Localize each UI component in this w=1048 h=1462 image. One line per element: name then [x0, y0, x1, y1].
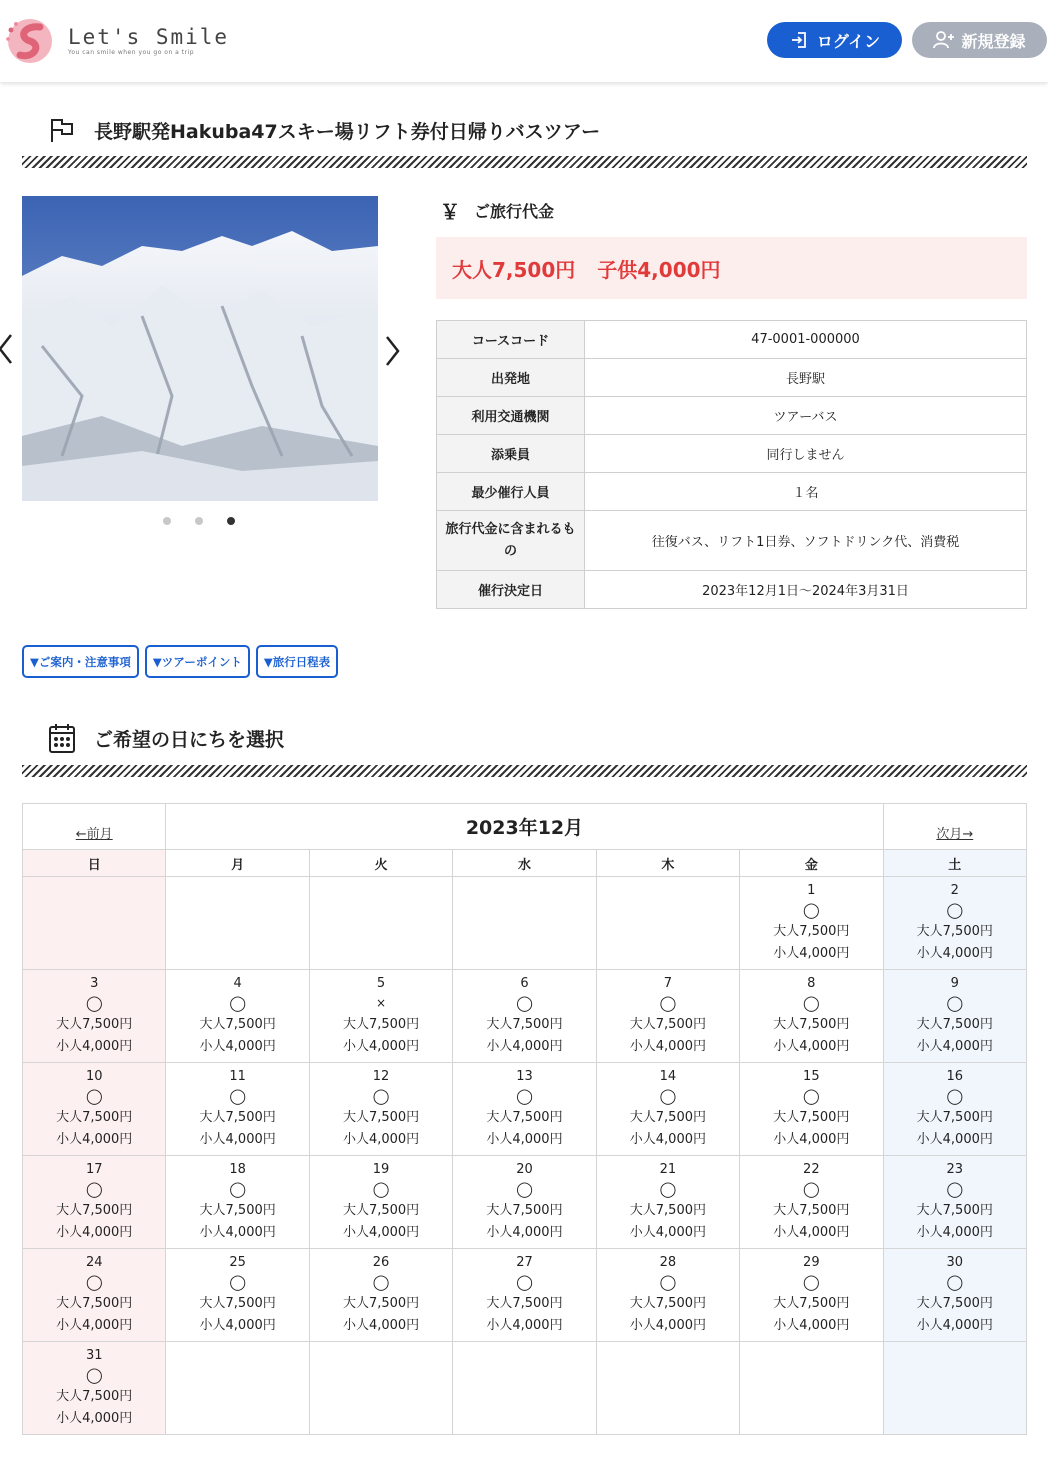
available-mark: ◯ — [516, 1087, 533, 1105]
available-mark: ◯ — [229, 1180, 247, 1198]
day-child-price: 小人4,000円 — [486, 1225, 563, 1240]
calendar-day[interactable] — [883, 1249, 1026, 1342]
calendar-day[interactable] — [23, 1063, 166, 1156]
calendar-day[interactable] — [166, 970, 309, 1063]
carousel-prev-arrow-icon[interactable] — [0, 332, 14, 374]
day-child-price: 小人4,000円 — [56, 1318, 133, 1333]
available-mark: ◯ — [802, 1180, 820, 1198]
day-child-price: 小人4,000円 — [486, 1132, 563, 1147]
day-child-price: 小人4,000円 — [342, 1318, 420, 1333]
calendar-day[interactable] — [883, 1156, 1026, 1249]
unavailable-mark: × — [376, 996, 387, 1010]
day-number: 12 — [372, 1069, 390, 1084]
info-row — [437, 435, 1027, 473]
day-adult-price: 大人7,500円 — [629, 1017, 706, 1032]
day-number: 9 — [950, 976, 959, 991]
title-divider — [22, 156, 1027, 168]
day-adult-price: 大人7,500円 — [56, 1296, 133, 1311]
next-month-link[interactable]: 次月→ — [936, 827, 974, 842]
day-adult-price: 大人7,500円 — [773, 1203, 850, 1218]
day-adult-price: 大人7,500円 — [56, 1017, 133, 1032]
day-child-price: 小人4,000円 — [56, 1132, 133, 1147]
day-child-price: 小人4,000円 — [199, 1318, 276, 1333]
weekday-header: 日 — [23, 850, 166, 877]
calendar-empty-cell — [23, 877, 166, 970]
available-mark: ◯ — [85, 1273, 103, 1291]
available-mark: ◯ — [659, 1273, 677, 1291]
info-row — [437, 359, 1027, 397]
day-adult-price: 大人7,500円 — [199, 1017, 276, 1032]
available-mark: ◯ — [85, 1087, 103, 1105]
available-mark: ◯ — [372, 1087, 390, 1105]
day-child-price: 小人4,000円 — [916, 1225, 993, 1240]
price-heading-row — [440, 196, 554, 225]
calendar-day[interactable] — [23, 970, 166, 1063]
calendar-day[interactable] — [23, 1342, 166, 1435]
calendar-empty-cell — [453, 1342, 596, 1435]
tour-info-table — [436, 320, 1027, 609]
calendar-empty-cell — [166, 1342, 309, 1435]
day-number: 1 — [807, 883, 816, 898]
calendar-day[interactable] — [166, 1063, 309, 1156]
day-number: 29 — [803, 1255, 820, 1270]
month-title-cell — [166, 804, 883, 850]
flag-icon — [48, 116, 76, 144]
info-key: コースコード — [437, 321, 585, 359]
day-adult-price: 大人7,500円 — [342, 1017, 420, 1032]
day-number: 18 — [229, 1162, 246, 1177]
available-mark: ◯ — [946, 1273, 964, 1291]
info-row — [437, 473, 1027, 511]
calendar-day[interactable] — [740, 1063, 883, 1156]
day-adult-price: 大人7,500円 — [56, 1389, 133, 1404]
day-adult-price: 大人7,500円 — [629, 1296, 706, 1311]
calendar-day[interactable] — [309, 1063, 452, 1156]
day-adult-price: 大人7,500円 — [199, 1203, 276, 1218]
day-child-price: 小人4,000円 — [199, 1132, 276, 1147]
calendar-empty-cell — [166, 877, 309, 970]
calendar-empty-cell — [453, 877, 596, 970]
calendar-day[interactable] — [740, 970, 883, 1063]
login-label: ログイン — [816, 31, 881, 51]
calendar-day[interactable] — [596, 970, 739, 1063]
logo-name: Let's Smile — [68, 24, 230, 49]
info-key: 利用交通機関 — [437, 397, 585, 435]
available-mark: ◯ — [85, 994, 103, 1012]
available-mark: ◯ — [85, 1180, 103, 1198]
register-button[interactable] — [912, 22, 1047, 58]
weekday-header: 土 — [883, 850, 1026, 877]
available-mark: ◯ — [659, 1180, 677, 1198]
available-mark: ◯ — [946, 994, 964, 1012]
page-title: 長野駅発Hakuba47スキー場リフト券付日帰りバスツアー — [94, 120, 601, 143]
info-value: ツアーバス — [585, 397, 1027, 435]
available-mark: ◯ — [802, 1273, 820, 1291]
carousel-dot[interactable] — [163, 517, 171, 525]
day-adult-price: 大人7,500円 — [199, 1296, 276, 1311]
calendar-section-title: ご希望の日にちを選択 — [94, 728, 285, 751]
calendar-title-row — [48, 722, 284, 754]
weekday-header: 月 — [166, 850, 309, 877]
login-button[interactable] — [767, 22, 902, 58]
info-key: 出発地 — [437, 359, 585, 397]
day-child-price: 小人4,000円 — [773, 946, 850, 961]
info-value: 47-0001-000000 — [585, 321, 1027, 359]
day-number: 23 — [946, 1162, 964, 1177]
day-adult-price: 大人7,500円 — [486, 1296, 563, 1311]
day-number: 30 — [946, 1255, 964, 1270]
available-mark: ◯ — [946, 901, 964, 919]
calendar-day[interactable] — [740, 1249, 883, 1342]
calendar-day[interactable] — [740, 877, 883, 970]
day-number: 10 — [85, 1069, 103, 1084]
calendar-day[interactable] — [166, 1249, 309, 1342]
available-mark: ◯ — [372, 1273, 390, 1291]
section-tab[interactable]: ▼ご案内・注意事項 — [22, 645, 139, 678]
available-mark: ◯ — [946, 1087, 964, 1105]
day-child-price: 小人4,000円 — [629, 1039, 706, 1054]
day-number: 11 — [229, 1069, 246, 1084]
day-child-price: 小人4,000円 — [629, 1132, 706, 1147]
add-user-icon — [933, 30, 955, 50]
site-logo[interactable] — [4, 14, 229, 66]
day-number: 2 — [950, 883, 959, 898]
day-adult-price: 大人7,500円 — [486, 1017, 563, 1032]
day-adult-price: 大人7,500円 — [916, 1110, 993, 1125]
day-child-price: 小人4,000円 — [56, 1039, 133, 1054]
calendar-empty-cell — [596, 877, 739, 970]
day-child-price: 小人4,000円 — [56, 1225, 133, 1240]
day-adult-price: 大人7,500円 — [916, 924, 993, 939]
day-child-price: 小人4,000円 — [342, 1039, 420, 1054]
day-adult-price: 大人7,500円 — [199, 1110, 276, 1125]
day-adult-price: 大人7,500円 — [629, 1110, 706, 1125]
calendar-day[interactable] — [309, 1249, 452, 1342]
day-child-price: 小人4,000円 — [56, 1411, 133, 1426]
day-number: 6 — [520, 976, 529, 991]
day-number: 17 — [85, 1162, 103, 1177]
price-box — [436, 237, 1027, 299]
section-tab[interactable]: ▼ツアーポイント — [145, 645, 250, 678]
day-number: 26 — [372, 1255, 390, 1270]
section-tab[interactable]: ▼旅行日程表 — [256, 645, 338, 678]
price-adult: 大人7,500円 — [452, 257, 576, 282]
available-mark: ◯ — [372, 1180, 390, 1198]
calendar-day[interactable] — [596, 1156, 739, 1249]
next-month-cell — [883, 804, 1026, 850]
calendar-empty-cell — [309, 877, 452, 970]
day-number: 19 — [372, 1162, 390, 1177]
price-heading: ご旅行代金 — [474, 202, 555, 221]
available-mark: ◯ — [802, 1087, 820, 1105]
day-child-price: 小人4,000円 — [916, 1318, 993, 1333]
calendar-day[interactable] — [883, 877, 1026, 970]
day-number: 22 — [803, 1162, 820, 1177]
calendar-day[interactable] — [23, 1249, 166, 1342]
day-adult-price: 大人7,500円 — [486, 1110, 563, 1125]
day-child-price: 小人4,000円 — [342, 1132, 420, 1147]
day-adult-price: 大人7,500円 — [342, 1296, 420, 1311]
register-label: 新規登録 — [961, 31, 1026, 51]
day-number: 7 — [663, 976, 673, 991]
day-child-price: 小人4,000円 — [486, 1039, 563, 1054]
carousel-next-arrow-icon[interactable] — [384, 334, 402, 376]
day-child-price: 小人4,000円 — [773, 1225, 850, 1240]
day-child-price: 小人4,000円 — [773, 1039, 850, 1054]
available-mark: ◯ — [85, 1366, 103, 1384]
calendar-empty-cell — [883, 1342, 1026, 1435]
info-key: 最少催行人員 — [437, 473, 585, 511]
weekday-header: 金 — [740, 850, 883, 877]
available-mark: ◯ — [659, 1087, 677, 1105]
info-row — [437, 397, 1027, 435]
calendar-day[interactable] — [740, 1156, 883, 1249]
calendar-day[interactable] — [309, 1156, 452, 1249]
available-mark: ◯ — [802, 994, 820, 1012]
calendar-table — [22, 803, 1027, 1435]
calendar-day[interactable] — [883, 1063, 1026, 1156]
tour-title-row — [48, 116, 600, 144]
available-mark: ◯ — [516, 994, 533, 1012]
calendar-day[interactable] — [596, 1063, 739, 1156]
calendar-icon — [48, 722, 76, 754]
day-child-price: 小人4,000円 — [629, 1225, 706, 1240]
prev-month-cell — [23, 804, 166, 850]
info-value: 往復バス、リフト1日券、ソフトドリンク代、消費税 — [585, 511, 1027, 571]
day-child-price: 小人4,000円 — [199, 1225, 276, 1240]
available-mark: ◯ — [516, 1180, 533, 1198]
day-adult-price: 大人7,500円 — [773, 1017, 850, 1032]
info-row — [437, 321, 1027, 359]
day-number: 15 — [803, 1069, 820, 1084]
day-adult-price: 大人7,500円 — [773, 1110, 850, 1125]
day-number: 25 — [229, 1255, 246, 1270]
day-child-price: 小人4,000円 — [486, 1318, 563, 1333]
day-number: 13 — [516, 1069, 533, 1084]
available-mark: ◯ — [229, 1273, 247, 1291]
info-key: 旅行代金に含まれるもの — [437, 511, 585, 571]
day-number: 8 — [807, 976, 816, 991]
logo-mark-icon — [4, 15, 54, 65]
carousel-dot[interactable] — [227, 517, 235, 525]
info-row — [437, 571, 1027, 609]
day-adult-price: 大人7,500円 — [486, 1203, 563, 1218]
day-adult-price: 大人7,500円 — [916, 1296, 993, 1311]
logo-tagline: You can smile when you go on a trip — [68, 48, 195, 56]
calendar-day[interactable] — [453, 1249, 596, 1342]
calendar-day[interactable] — [596, 1249, 739, 1342]
available-mark: ◯ — [229, 1087, 247, 1105]
info-row — [437, 511, 1027, 571]
day-number: 20 — [516, 1162, 533, 1177]
available-mark: ◯ — [946, 1180, 964, 1198]
day-number: 31 — [85, 1348, 103, 1363]
day-adult-price: 大人7,500円 — [773, 924, 850, 939]
day-number: 3 — [90, 976, 99, 991]
price-child: 子供4,000円 — [597, 257, 721, 282]
day-number: 4 — [233, 976, 242, 991]
day-number: 28 — [659, 1255, 677, 1270]
calendar-empty-cell — [740, 1342, 883, 1435]
calendar-divider — [22, 765, 1027, 777]
calendar-day[interactable] — [309, 970, 452, 1063]
day-adult-price: 大人7,500円 — [56, 1203, 133, 1218]
calendar-day[interactable] — [453, 970, 596, 1063]
day-adult-price: 大人7,500円 — [916, 1017, 993, 1032]
calendar-day[interactable] — [23, 1156, 166, 1249]
carousel-dots — [163, 517, 235, 525]
day-adult-price: 大人7,500円 — [916, 1203, 993, 1218]
calendar-empty-cell — [596, 1342, 739, 1435]
weekday-header: 木 — [596, 850, 739, 877]
day-child-price: 小人4,000円 — [342, 1225, 420, 1240]
site-header — [0, 0, 1048, 82]
day-child-price: 小人4,000円 — [916, 1132, 993, 1147]
day-adult-price: 大人7,500円 — [342, 1110, 420, 1125]
day-child-price: 小人4,000円 — [629, 1318, 706, 1333]
section-tabs — [22, 645, 338, 678]
calendar-day[interactable] — [453, 1156, 596, 1249]
available-mark: ◯ — [659, 994, 677, 1012]
calendar-empty-cell — [309, 1342, 452, 1435]
info-value: 長野駅 — [585, 359, 1027, 397]
tour-photo — [22, 196, 378, 501]
available-mark: ◯ — [516, 1273, 533, 1291]
available-mark: ◯ — [802, 901, 820, 919]
day-adult-price: 大人7,500円 — [342, 1203, 420, 1218]
day-child-price: 小人4,000円 — [199, 1039, 276, 1054]
calendar-day[interactable] — [453, 1063, 596, 1156]
month-title: 2023年12月 — [465, 817, 584, 839]
day-adult-price: 大人7,500円 — [773, 1296, 850, 1311]
prev-month-link[interactable]: ←前月 — [75, 827, 113, 842]
day-adult-price: 大人7,500円 — [56, 1110, 133, 1125]
day-child-price: 小人4,000円 — [916, 946, 993, 961]
calendar-day[interactable] — [883, 970, 1026, 1063]
info-key: 添乗員 — [437, 435, 585, 473]
available-mark: ◯ — [229, 994, 247, 1012]
info-value: 2023年12月1日～2024年3月31日 — [585, 571, 1027, 609]
day-number: 16 — [946, 1069, 964, 1084]
calendar-day[interactable] — [166, 1156, 309, 1249]
day-number: 14 — [659, 1069, 677, 1084]
weekday-header: 火 — [309, 850, 452, 877]
carousel-dot[interactable] — [195, 517, 203, 525]
day-child-price: 小人4,000円 — [916, 1039, 993, 1054]
info-value: １名 — [585, 473, 1027, 511]
day-child-price: 小人4,000円 — [773, 1132, 850, 1147]
day-child-price: 小人4,000円 — [773, 1318, 850, 1333]
day-number: 21 — [659, 1162, 677, 1177]
day-number: 5 — [376, 976, 386, 991]
yen-icon: ￥ — [440, 200, 460, 224]
weekday-header: 水 — [453, 850, 596, 877]
info-value: 同行しません — [585, 435, 1027, 473]
info-key: 催行決定日 — [437, 571, 585, 609]
login-icon — [789, 30, 809, 50]
day-adult-price: 大人7,500円 — [629, 1203, 706, 1218]
day-number: 24 — [85, 1255, 103, 1270]
day-number: 27 — [516, 1255, 533, 1270]
